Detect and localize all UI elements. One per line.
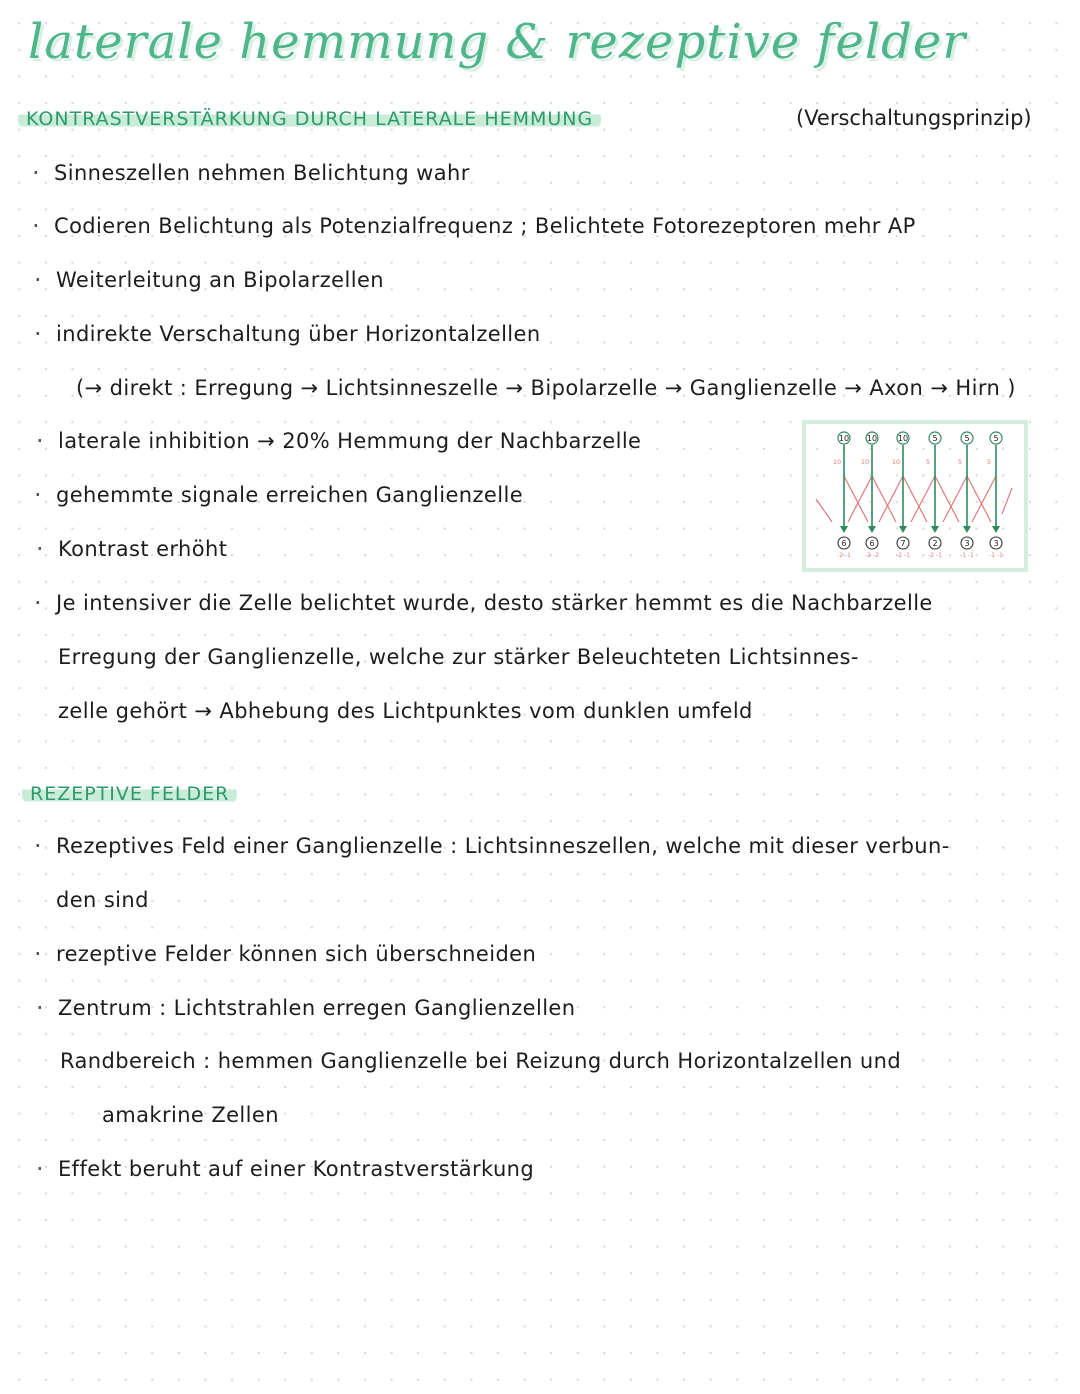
section-heading-contrast: KONTRASTVERSTÄRKUNG DURCH LATERALE HEMMUNG <box>18 108 601 130</box>
output-value: 6 <box>869 539 875 548</box>
input-value: 10 <box>838 434 850 443</box>
output-value: 2 <box>932 539 938 548</box>
note-line: · Zentrum : Lichtstrahlen erregen Ganglienzellen <box>58 998 575 1019</box>
arrow-value: 10 <box>860 458 870 466</box>
note-line-cont: zelle gehört → Abhebung des Lichtpunktes vom dunklen umfeld <box>58 699 753 723</box>
inhibition-label: -2 -1 <box>928 552 942 559</box>
inhibition-line <box>844 476 868 522</box>
input-value: 5 <box>932 434 938 443</box>
output-value: 3 <box>964 539 970 548</box>
inhibition-label: -2 -2 <box>865 552 879 559</box>
note-line-sub: Randbereich : hemmen Ganglienzelle bei Reizung durch Horizontalzellen und <box>60 1049 902 1073</box>
page-title: laterale hemmung & rezeptive felder <box>28 14 967 70</box>
note-line-cont: amakrine Zellen <box>102 1103 279 1127</box>
arrow-value: 5 <box>986 458 992 466</box>
arrow-head <box>992 526 1000 533</box>
inhibition-label: -1 -1 <box>960 552 974 559</box>
arrow-value: 10 <box>832 458 842 466</box>
inhibition-label: -1 -1 <box>989 552 1003 559</box>
arrow-value: 10 <box>891 458 901 466</box>
output-value: 3 <box>993 539 999 548</box>
inhibition-line <box>872 476 896 522</box>
inhibition-line <box>967 476 991 522</box>
note-line-cont: Erregung der Ganglienzelle, welche zur stärker Beleuchteten Lichtsinnes- <box>58 645 859 669</box>
inhibition-line <box>816 499 832 522</box>
note-line: · Codieren Belichtung als Potenzialfrequenz ; Belichtete Fotorezeptoren mehr AP <box>54 216 916 237</box>
output-value: 6 <box>841 539 847 548</box>
input-value: 5 <box>964 434 970 443</box>
note-line: · Rezeptives Feld einer Ganglienzelle : Lichtsinneszellen, welche mit dieser verbun- <box>56 836 950 857</box>
inhibition-label: -2 -1 <box>896 552 910 559</box>
note-line: · gehemmte signale erreichen Ganglienzelle <box>56 485 523 506</box>
note-line: · Effekt beruht auf einer Kontrastverstärkung <box>58 1159 534 1180</box>
arrow-value: 5 <box>957 458 963 466</box>
note-line-sub: (→ direkt : Erregung → Lichtsinneszelle → Bipolarzelle → Ganglienzelle → Axon → Hirn ) <box>76 376 1016 400</box>
inhibition-line <box>1002 488 1012 514</box>
section-heading-receptive: REZEPTIVE FELDER <box>22 783 237 805</box>
lateral-inhibition-diagram <box>802 420 1028 572</box>
note-line-cont: den sind <box>56 888 149 912</box>
output-value: 7 <box>900 539 906 548</box>
note-line: · rezeptive Felder können sich überschneiden <box>56 944 536 965</box>
note-line: · Sinneszellen nehmen Belichtung wahr <box>54 163 470 184</box>
inhibition-label: -2 -1 <box>837 552 851 559</box>
inhibition-line <box>848 476 872 522</box>
note-line: · Kontrast erhöht <box>58 539 227 560</box>
input-value: 10 <box>866 434 878 443</box>
arrow-value: 5 <box>925 458 931 466</box>
arrow-head <box>931 526 939 533</box>
input-value: 10 <box>897 434 909 443</box>
note-line: · laterale inhibition → 20% Hemmung der Nachbarzelle <box>58 431 641 452</box>
input-value: 5 <box>993 434 999 443</box>
arrow-head <box>840 526 848 533</box>
section-heading-note: (Verschaltungsprinzip) <box>796 106 1032 130</box>
note-line: · indirekte Verschaltung über Horizontalzellen <box>56 324 541 345</box>
arrow-head <box>963 526 971 533</box>
arrow-head <box>868 526 876 533</box>
inhibition-line <box>972 476 996 522</box>
diagram-canvas <box>806 424 1024 568</box>
note-line: · Je intensiver die Zelle belichtet wurde, desto stärker hemmt es die Nachbarzelle <box>56 593 933 614</box>
note-line: · Weiterleitung an Bipolarzellen <box>56 270 384 291</box>
inhibition-line <box>879 476 903 522</box>
arrow-head <box>899 526 907 533</box>
